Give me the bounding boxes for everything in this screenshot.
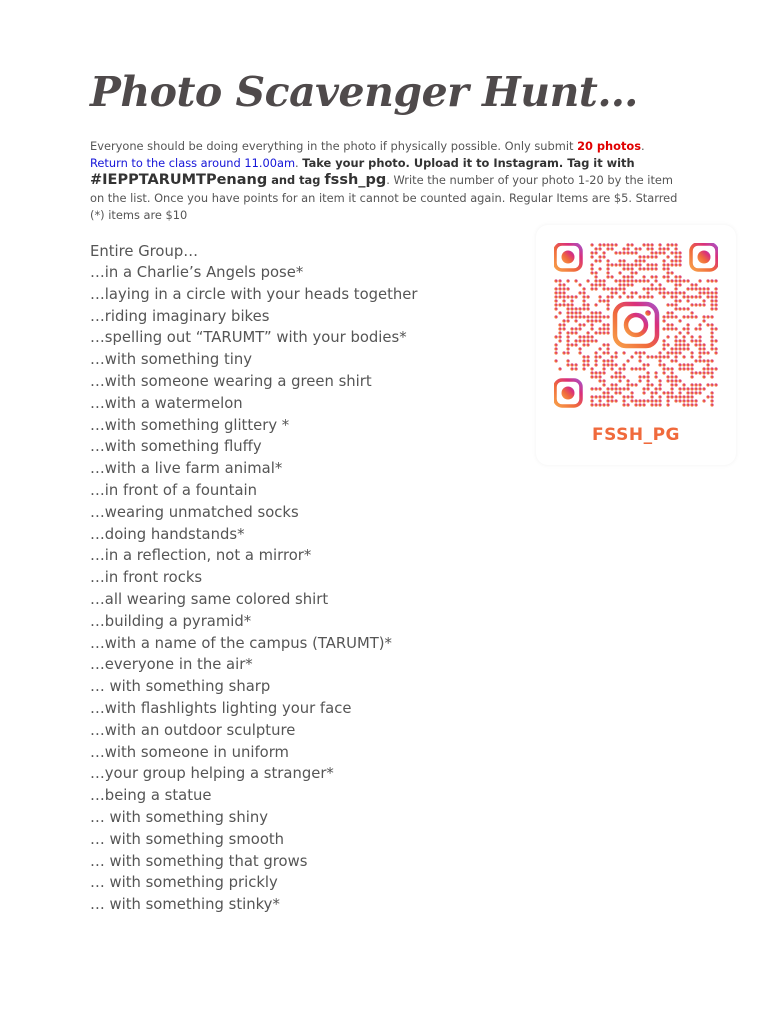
list-item: …building a pyramid* xyxy=(90,612,252,630)
qr-finder-bottom-left-dot xyxy=(562,387,575,400)
list-item: …wearing unmatched socks xyxy=(90,503,299,521)
list-item: … with something sharp xyxy=(90,678,271,696)
scavenger-list xyxy=(90,262,417,916)
list-item: … with something prickly xyxy=(90,874,278,892)
list-item: …everyone in the air* xyxy=(90,656,253,674)
list-item: …with flashlights lighting your face xyxy=(90,699,352,717)
list-item: …doing handstands* xyxy=(90,525,245,543)
instagram-icon xyxy=(610,299,662,351)
qr-handle-label: FSSH_PG xyxy=(592,425,680,445)
hashtag: #IEPPTARUMTPenang xyxy=(90,172,268,189)
list-item: … with something stinky* xyxy=(90,896,280,914)
group-heading: Entire Group… xyxy=(90,243,199,260)
list-item: …with something tiny xyxy=(90,351,252,369)
qr-finder-top-left-dot xyxy=(562,251,575,264)
return-time: Return to the class around 11.00am xyxy=(90,156,296,171)
list-item: …with something fluffy xyxy=(90,438,262,456)
list-item: …with someone wearing a green shirt xyxy=(90,372,372,390)
list-item: …in a Charlie’s Angels pose* xyxy=(90,264,304,281)
list-item: …in a reflection, not a mirror* xyxy=(90,547,312,565)
list-item: …with a live farm animal* xyxy=(90,460,283,478)
list-item: …in front rocks xyxy=(90,569,203,587)
list-item: …with a name of the campus (TARUMT)* xyxy=(90,634,392,652)
instagram-qr-card xyxy=(536,225,736,465)
list-item: …all wearing same colored shirt xyxy=(90,590,329,608)
instructions-text: . Write the number of your photo 1-20 by the item on the list. Once you have points for an item it cannot be counted again. Regular Items are $5. Starred (*) items are $10 xyxy=(90,173,678,222)
list-item: …with someone in uniform xyxy=(90,743,289,761)
list-item: …with a watermelon xyxy=(90,394,243,412)
list-item: … with something that grows xyxy=(90,852,308,870)
instructions-text: . xyxy=(295,156,303,171)
upload-steps: Take your photo. Upload it to Instagram. Tag it with xyxy=(302,156,635,171)
list-item: … with something shiny xyxy=(90,808,268,826)
list-item: …with something glittery * xyxy=(90,416,290,434)
instructions-text: Everyone should be doing everything in the photo if physically possible. Only submit xyxy=(90,139,578,153)
list-item: …spelling out “TARUMT” with your bodies* xyxy=(90,329,407,347)
list-item: …in front of a fountain xyxy=(90,481,258,499)
list-item: …riding imaginary bikes xyxy=(90,307,270,325)
list-item: … with something smooth xyxy=(90,830,285,848)
and-tag-text: and tag xyxy=(267,173,325,188)
list-item: …your group helping a stranger* xyxy=(90,765,334,783)
qr-code xyxy=(554,243,718,415)
instagram-handle: fssh_pg xyxy=(324,172,387,189)
list-item: …with an outdoor sculpture xyxy=(90,721,296,739)
list-item: …being a statue xyxy=(90,787,212,805)
instructions xyxy=(90,138,680,224)
instructions-text: . xyxy=(641,139,645,153)
photo-count: 20 photos xyxy=(577,139,642,153)
page-title: Photo Scavenger Hunt… xyxy=(90,68,638,116)
qr-finder-top-right-dot xyxy=(698,251,711,264)
list-item: …laying in a circle with your heads together xyxy=(90,285,418,303)
